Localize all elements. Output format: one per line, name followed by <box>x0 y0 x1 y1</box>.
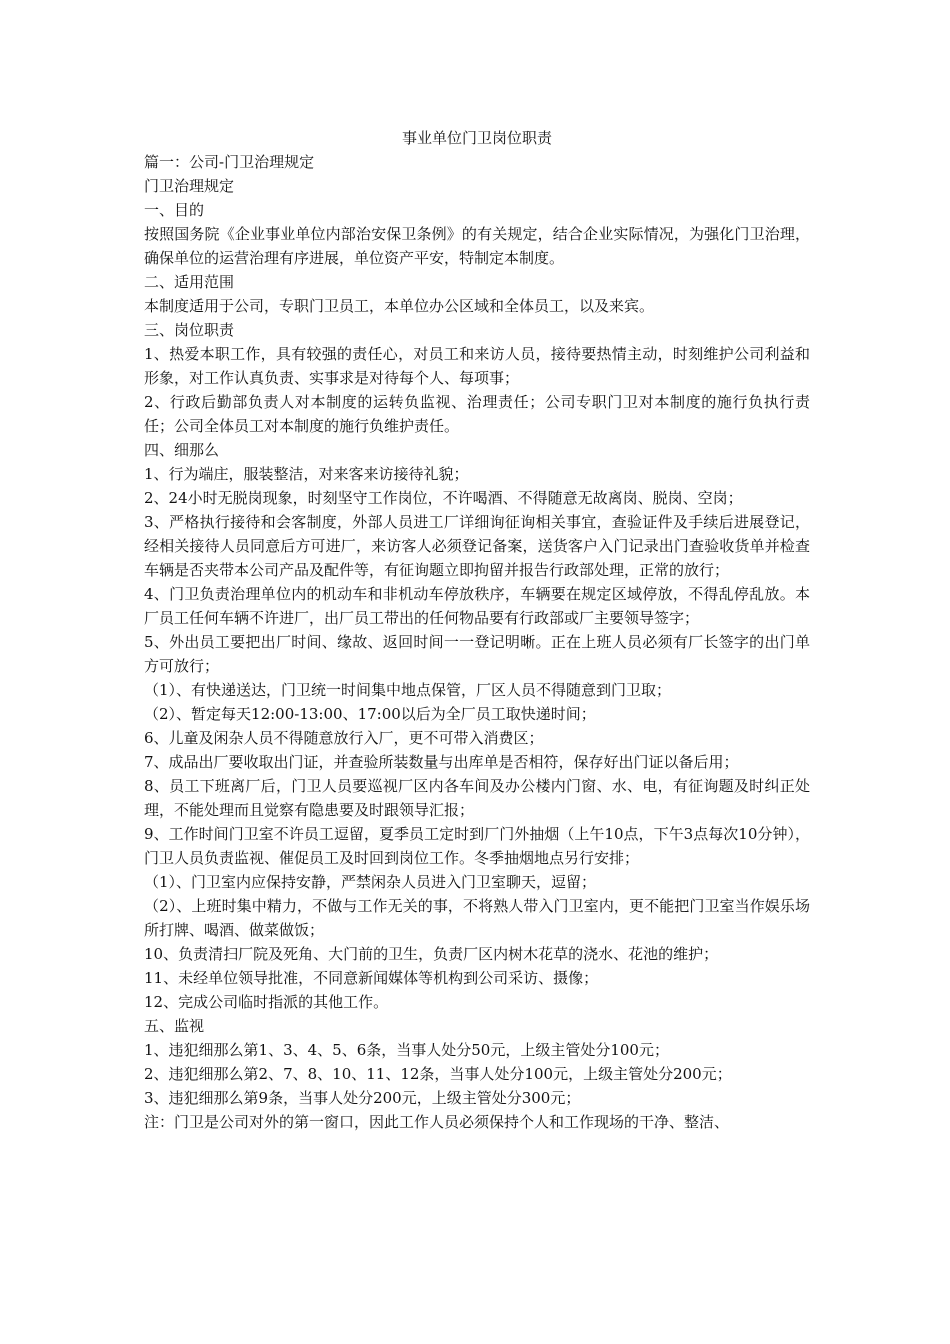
section-heading: 四、细那么 <box>144 441 220 459</box>
paragraph: 3、违犯细那么第9条，当事人处分200元，上级主管处分300元； <box>144 1089 581 1107</box>
paragraph: （1）、门卫室内应保持安静，严禁闲杂人员进入门卫室聊天，逗留； <box>144 873 597 891</box>
paragraph: 1、违犯细那么第1、3、4、5、6条，当事人处分50元，上级主管处分100元； <box>144 1041 669 1059</box>
paragraph: 4、门卫负责治理单位内的机动车和非机动车停放秩序，车辆要在规定区域停放，不得乱停乱放。本厂员工任何车辆不许进厂，出厂员工带出的任何物品要有行政部或厂主要领导签字； <box>144 585 810 627</box>
section-heading: 一、目的 <box>144 201 205 219</box>
paragraph: 6、儿童及闲杂人员不得随意放行入厂，更不可带入消费区； <box>144 729 544 747</box>
paragraph: 注：门卫是公司对外的第一窗口，因此工作人员必须保持个人和工作现场的干净、整洁、 <box>144 1113 730 1131</box>
paragraph: 2、违犯细那么第2、7、8、10、11、12条，当事人处分100元，上级主管处分200元； <box>144 1065 732 1083</box>
section-heading: 二、适用范围 <box>144 273 235 291</box>
paragraph: 5、外出员工要把出厂时间、缘故、返回时间一一登记明晰。正在上班人员必须有厂长签字的出门单方可放行； <box>144 633 810 675</box>
paragraph: 2、24小时无脱岗现象，时刻坚守工作岗位，不许喝酒、不得随意无故离岗、脱岗、空岗； <box>144 489 743 507</box>
document-body <box>144 150 810 1134</box>
paragraph: 篇一：公司-门卫治理规定 <box>144 153 315 171</box>
paragraph: 1、行为端庄，服装整洁，对来客来访接待礼貌； <box>144 465 469 483</box>
paragraph: 9、工作时间门卫室不许员工逗留，夏季员工定时到厂门外抽烟（上午10点，下午3点每次10分钟），门卫人员负责监视、催促员工及时回到岗位工作。冬季抽烟地点另行安排； <box>144 825 810 867</box>
paragraph: （2）、暂定每天12:00-13:00、17:00以后为全厂员工取快递时间； <box>144 705 596 723</box>
section-heading: 三、岗位职责 <box>144 321 235 339</box>
paragraph: （2）、上班时集中精力，不做与工作无关的事，不将熟人带入门卫室内，更不能把门卫室当作娱乐场所打牌、喝酒、做菜做饭； <box>144 897 810 939</box>
paragraph: 门卫治理规定 <box>144 177 235 195</box>
paragraph: 8、员工下班离厂后，门卫人员要巡视厂区内各车间及办公楼内门窗、水、电，有征询题及时纠正处理，不能处理而且觉察有隐患要及时跟领导汇报； <box>144 777 810 819</box>
document-title: 事业单位门卫岗位职责 <box>401 129 552 147</box>
paragraph: 10、负责清扫厂院及死角、大门前的卫生，负责厂区内树木花草的浇水、花池的维护； <box>144 945 719 963</box>
paragraph: 12、完成公司临时指派的其他工作。 <box>144 993 389 1011</box>
paragraph: 1、热爱本职工作，具有较强的责任心，对员工和来访人员，接待要热情主动，时刻维护公司利益和形象，对工作认真负责、实事求是对待每个人、每项事； <box>144 345 810 387</box>
paragraph: （1）、有快递送达，门卫统一时间集中地点保管，厂区人员不得随意到门卫取； <box>144 681 672 699</box>
paragraph: 按照国务院《企业事业单位内部治安保卫条例》的有关规定，结合企业实际情况，为强化门卫治理，确保单位的运营治理有序进展，单位资产平安，特制定本制度。 <box>144 225 810 267</box>
section-heading: 五、监视 <box>144 1017 205 1035</box>
paragraph: 7、成品出厂要收取出门证，并查验所装数量与出库单是否相符，保存好出门证以备后用； <box>144 753 739 771</box>
paragraph: 2、行政后勤部负责人对本制度的运转负监视、治理责任；公司专职门卫对本制度的施行负执行责任；公司全体员工对本制度的施行负维护责任。 <box>144 393 810 435</box>
paragraph: 3、严格执行接待和会客制度，外部人员进工厂详细询征询相关事宜，查验证件及手续后进展登记，经相关接待人员同意后方可进厂，来访客人必须登记备案，送货客户入门记录出门查验收货单并检查车辆是否夹带本公司产品及配件等，有征询题立即拘留并报告行政部处理，正常的放行； <box>144 513 810 579</box>
paragraph: 11、未经单位领导批准，不同意新闻媒体等机构到公司采访、摄像； <box>144 969 599 987</box>
paragraph: 本制度适用于公司，专职门卫员工，本单位办公区域和全体员工，以及来宾。 <box>144 297 655 315</box>
